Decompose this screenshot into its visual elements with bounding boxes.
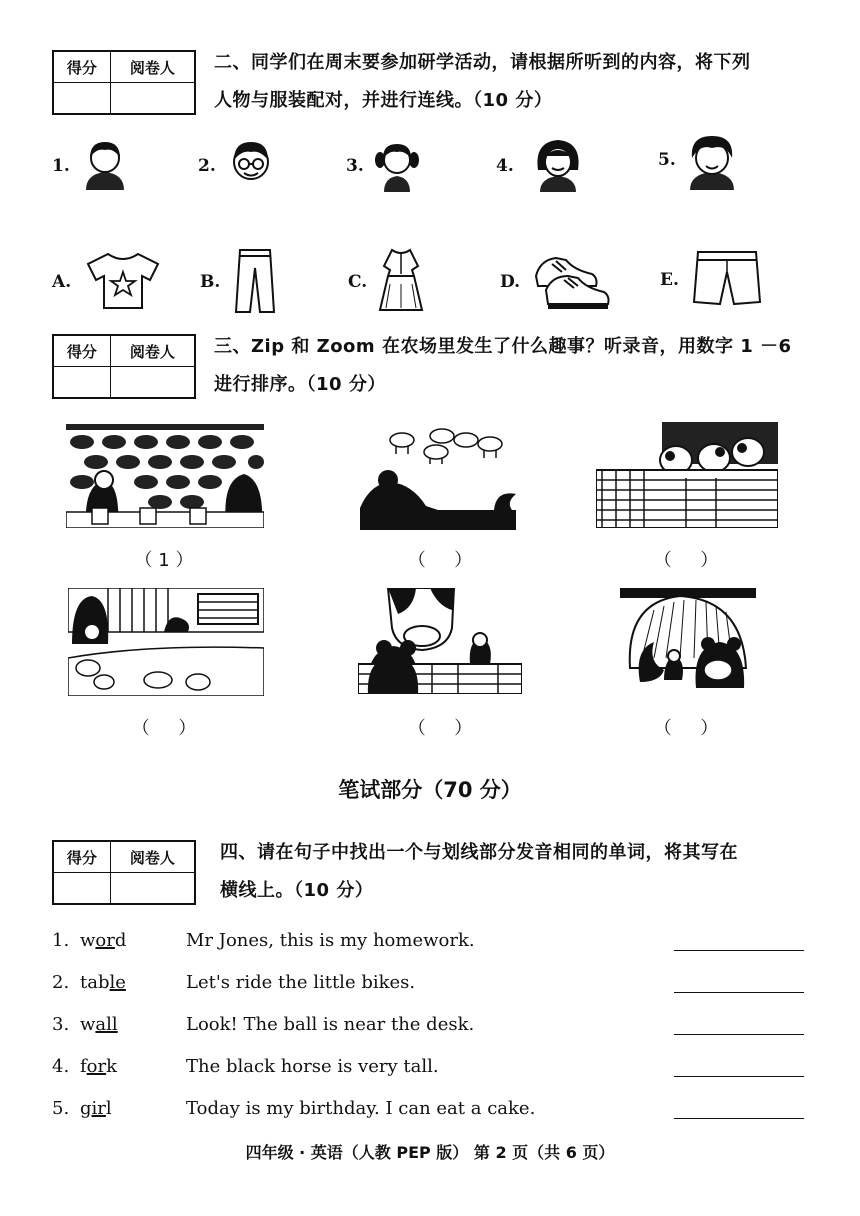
question-number: 1. (52, 930, 70, 951)
question-sentence: Today is my birthday. I can eat a cake. (186, 1098, 536, 1119)
question-row-4 (52, 1056, 812, 1086)
section2-instructions (214, 44, 751, 120)
girl-bob-icon (528, 134, 588, 192)
shorts-icon (692, 248, 762, 308)
boy-short-hair-icon (80, 136, 130, 190)
keyword: wall (80, 1014, 118, 1035)
person-1-number: 1. (52, 156, 70, 176)
underlined-letters: or (86, 1056, 107, 1077)
underlined-letters: le (109, 972, 126, 993)
score-label: 得分 (53, 51, 110, 83)
page-footer: 四年级 · 英语（人教 PEP 版） 第 2 页（共 6 页） (245, 1143, 615, 1162)
clothing-a-letter: A. (52, 272, 72, 292)
score-cell (53, 83, 110, 115)
answer-paren-5: （ ） (407, 718, 473, 739)
answer-blank[interactable] (674, 950, 804, 951)
keyword: table (80, 972, 126, 993)
answer-paren-2: （ ） (407, 550, 473, 571)
score-cell (53, 367, 110, 399)
question-number: 3. (52, 1014, 70, 1035)
score-label: 得分 (53, 841, 110, 873)
reviewer-label: 阅卷人 (110, 841, 195, 873)
section4-line2: 横线上。（10 分） (220, 880, 374, 901)
section3-line2: 进行排序。（10 分） (214, 374, 386, 395)
keyword: fork (80, 1056, 118, 1077)
question-sentence: The black horse is very tall. (186, 1056, 439, 1077)
clothing-b-letter: B. (200, 272, 221, 292)
pants-icon (232, 246, 278, 314)
person-4-number: 4. (496, 156, 514, 176)
answer-paren-1: （ 1 ） (134, 550, 194, 571)
cow-bear-scene-icon (358, 588, 522, 694)
reviewer-label: 阅卷人 (110, 51, 195, 83)
question-number: 2. (52, 972, 70, 993)
girl-pigtails-icon (372, 136, 422, 192)
chicken-coop-scene-icon (66, 424, 264, 528)
score-table-section2 (52, 50, 196, 115)
reviewer-cell (110, 873, 195, 905)
person-3-number: 3. (346, 156, 364, 176)
section4-line1: 四、请在句子中找出一个与划线部分发音相同的单词，将其写在 (220, 842, 738, 863)
reviewer-cell (110, 367, 195, 399)
section2-line1: 二、同学们在周末要参加研学活动，请根据所听到的内容，将下列 (214, 52, 751, 73)
sheep-field-scene-icon (356, 426, 522, 530)
cows-fence-scene-icon (596, 422, 778, 528)
answer-paren-6: （ ） (653, 718, 719, 739)
underlined-letters: or (95, 930, 115, 951)
boy-bangs-icon (684, 132, 740, 190)
question-number: 5. (52, 1098, 70, 1119)
star-tshirt-icon (84, 250, 162, 312)
question-row-2 (52, 972, 812, 1002)
answer-blank[interactable] (674, 992, 804, 993)
score-cell (53, 873, 110, 905)
score-label: 得分 (53, 335, 110, 367)
score-table-section3 (52, 334, 196, 399)
question-sentence: Mr Jones, this is my homework. (186, 930, 475, 951)
boy-glasses-icon (226, 136, 276, 190)
question-row-1 (52, 930, 812, 960)
underlined-letters: ir (91, 1098, 106, 1119)
section4-instructions (220, 834, 738, 910)
written-part-title: 笔试部分（70 分） (338, 778, 522, 802)
question-row-3 (52, 1014, 812, 1044)
answer-paren-3: （ ） (653, 550, 719, 571)
answer-blank[interactable] (674, 1034, 804, 1035)
question-number: 4. (52, 1056, 70, 1077)
question-row-5 (52, 1098, 812, 1128)
clothing-d-letter: D. (500, 272, 521, 292)
clothing-c-letter: C. (348, 272, 368, 292)
section2-line2: 人物与服装配对，并进行连线。（10 分） (214, 90, 553, 111)
answer-blank[interactable] (674, 1118, 804, 1119)
score-table-section4 (52, 840, 196, 905)
reviewer-cell (110, 83, 195, 115)
answer-blank[interactable] (674, 1076, 804, 1077)
keyword: word (80, 930, 127, 951)
haystack-scene-icon (620, 588, 756, 694)
person-2-number: 2. (198, 156, 216, 176)
section3-line1: 三、Zip 和 Zoom 在农场里发生了什么趣事？听录音，用数字 1 －6 (214, 336, 792, 357)
underlined-letters: all (95, 1014, 118, 1035)
question-sentence: Look! The ball is near the desk. (186, 1014, 475, 1035)
sneakers-icon (532, 250, 612, 312)
question-sentence: Let's ride the little bikes. (186, 972, 416, 993)
clothing-e-letter: E. (660, 270, 679, 290)
section3-instructions (214, 328, 792, 404)
reviewer-label: 阅卷人 (110, 335, 195, 367)
hens-barn-scene-icon (68, 588, 264, 696)
keyword: girl (80, 1098, 112, 1119)
dress-icon (376, 246, 426, 312)
answer-paren-4: （ ） (131, 718, 197, 739)
person-5-number: 5. (658, 150, 676, 170)
